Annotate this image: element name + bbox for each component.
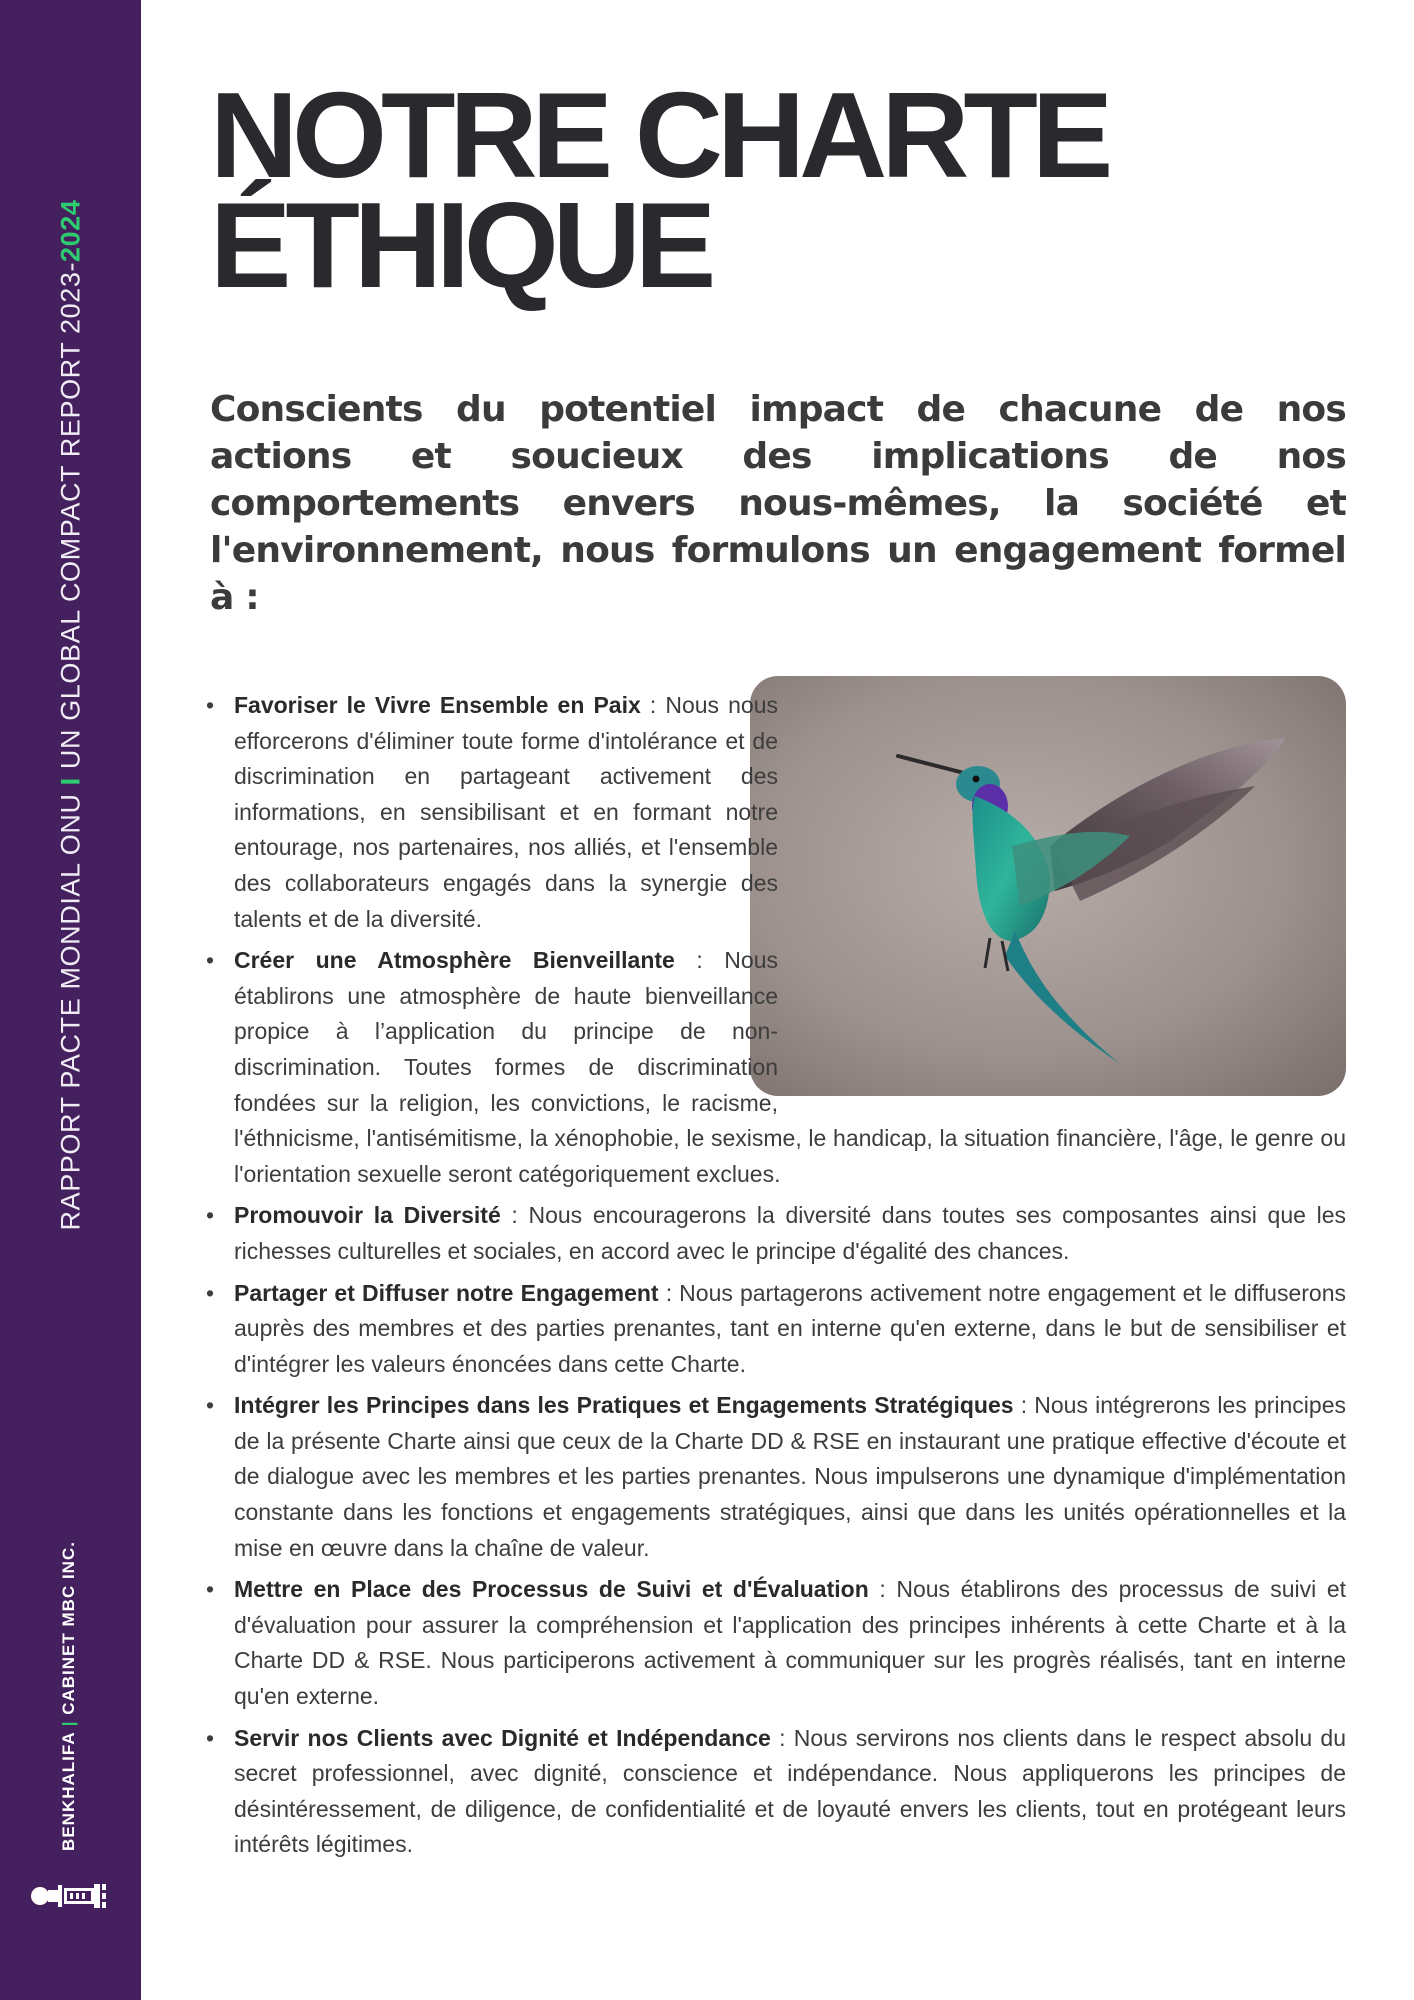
list-item <box>206 1198 1346 1269</box>
list-item <box>206 1572 1346 1714</box>
intro-paragraph: Conscients du potentiel impact de chacune de nos actions et soucieux des implications de nos comportements envers nous-mêmes, la société et l'environnement, nous formulons un engagement formel à : <box>210 389 1346 618</box>
item-text: : Nous partagerons activement notre engagement et le diffuserons auprès des membres et des parties prenantes, tant en interne qu'en externe, dans le but de sensibiliser et d'intégrer les valeurs énoncées dans cette Charte. <box>234 1279 1346 1377</box>
item-title: Créer une Atmosphère Bienveillante <box>234 947 675 974</box>
item-text: : Nous servirons nos clients dans le respect absolu du secret professionnel, avec dignité, conscience et indépendance. Nous appliquerons les principes de désintéressement, de diligence, de confidentialité et de loyauté envers les clients, tout en protégeant leurs intérêts légitimes. <box>234 1724 1347 1858</box>
brand-right: CABINET MBC INC. <box>59 1541 78 1715</box>
list-item <box>206 1388 1346 1566</box>
list-item <box>206 1276 1346 1383</box>
item-title: Promouvoir la Diversité <box>234 1202 501 1229</box>
item-text: : Nous intégrerons les principes de la présente Charte ainsi que ceux de la Charte DD & RSE en instaurant une pratique effective d'écoute et de dialogue avec les membres et les parties prenantes. Nous impulserons une dynamique d'implémentation constante dans les fonctions et engagements stratégiques, ainsi que dans les unités opérationnelles et la mise en œuvre dans la chaîne de valeur. <box>234 1392 1346 1561</box>
list-item <box>206 688 1346 937</box>
item-text: : Nous établirons des processus de suivi et d'évaluation pour assurer la compréhension et l'application des principes inhérents à cette Charte et à la Charte DD & RSE. Nous participerons activement à communiquer sur les progrès réalisés, tant en interne qu'en externe. <box>234 1576 1346 1710</box>
commitment-list <box>206 688 1346 1863</box>
report-separator: I <box>55 777 86 786</box>
sidebar <box>0 0 141 2000</box>
chess-rook-logo-icon <box>26 1876 114 1916</box>
item-text: : Nous nous efforcerons d'éliminer toute forme d'intolérance et de discrimination en partageant activement des informations, en sensibilisant et en formant notre entourage, nos partenaires, nos alliés, et l'ensemble des collaborateurs engagés dans la synergie des talents et de la diversité. <box>234 692 778 932</box>
commitment-list-container <box>206 688 1346 1869</box>
item-title: Partager et Diffuser notre Engagement <box>234 1279 659 1306</box>
title-line-2: ÉTHIQUE <box>210 177 711 313</box>
list-item <box>206 1721 1346 1863</box>
page-title <box>210 67 1360 313</box>
brand-vertical-label <box>59 1541 79 1851</box>
report-middle: UN GLOBAL COMPACT REPORT 2023- <box>55 261 86 770</box>
list-item <box>206 943 1346 1192</box>
brand-left: BENKHALIFA <box>59 1732 78 1851</box>
report-year: 2024 <box>55 199 86 262</box>
item-title: Intégrer les Principes dans les Pratiques et Engagements Stratégiques <box>234 1392 1014 1419</box>
report-prefix: RAPPORT PACTE MONDIAL ONU <box>55 793 86 1231</box>
item-text: : Nous établirons une atmosphère de haute bienveillance propice à l’application du principe de non-discrimination. Toutes formes de discrimination fondées sur la religion, les convictions, le racisme, l'éthnicisme, l'antisémitisme, la xénophobie, le sexisme, le handicap, la situation financière, l'âge, le genre ou l'orientation sexuelle seront catégoriquement exclues. <box>234 947 1346 1187</box>
item-title: Favoriser le Vivre Ensemble en Paix <box>234 692 641 718</box>
item-title: Mettre en Place des Processus de Suivi et d'Évaluation <box>234 1576 869 1603</box>
title-line-1: NOTRE CHARTE <box>210 67 1108 203</box>
item-text: : Nous encouragerons la diversité dans toutes ses composantes ainsi que les richesses culturelles et sociales, en accord avec le principe d'égalité des chances. <box>234 1202 1346 1264</box>
brand-separator: | <box>59 1720 78 1727</box>
report-vertical-label <box>56 199 87 1230</box>
item-title: Servir nos Clients avec Dignité et Indépendance <box>234 1724 771 1751</box>
